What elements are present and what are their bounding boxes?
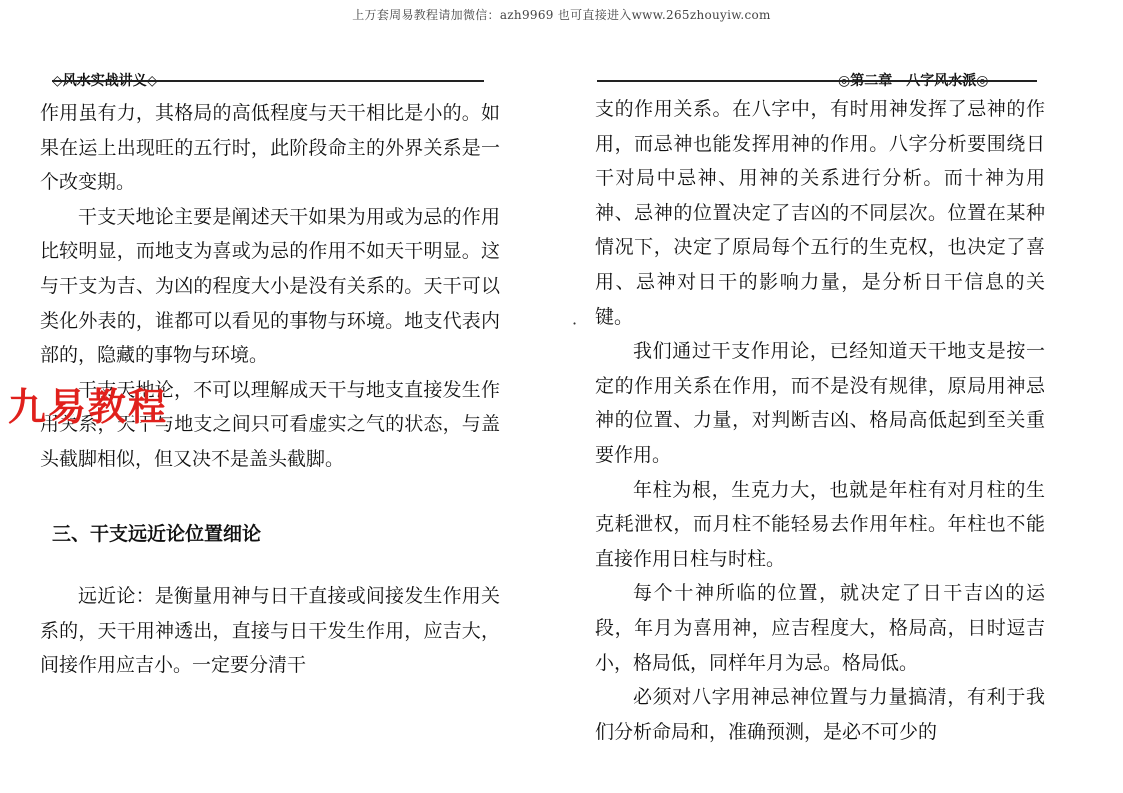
paragraph: 作用虽有力，其格局的高低程度与天干相比是小的。如果在运上出现旺的五行时，此阶段命主的外界关系是一个改变期。 xyxy=(40,102,500,194)
paragraph: 必须对八字用神忌神位置与力量搞清，有利于我们分析命局和，准确预测，是必不可少的 xyxy=(595,686,1045,743)
header-rule-left xyxy=(52,80,484,82)
running-header-right: ◎第二章 八字风水派◎ xyxy=(838,73,989,89)
paragraph: 干支天地论，不可以理解成天干与地支直接发生作用关系，天干与地支之间只可看虚实之气的状态，与盖头截脚相似，但又决不是盖头截脚。 xyxy=(40,378,500,470)
right-page-column xyxy=(595,92,1045,749)
paragraph: 远近论：是衡量用神与日干直接或间接发生作用关系的，天干用神透出，直接与日干发生作用，应吉大，间接作用应吉小。一定要分清干 xyxy=(40,585,500,677)
section-heading: 三、干支远近论位置细论 xyxy=(52,522,262,545)
paragraph: 每个十神所临的位置，就决定了日干吉凶的运段，年月为喜用神，应吉程度大，格局高，日时逗吉小，格局低，同样年月为忌。格局低。 xyxy=(595,582,1045,674)
paragraph: 我们通过干支作用论，已经知道天干地支是按一定的作用关系在作用，而不是没有规律，原局用神忌神的位置、力量，对判断吉凶、格局高低起到至关重要作用。 xyxy=(595,340,1045,466)
paragraph: 年柱为根，生克力大，也就是年柱有对月柱的生克耗泄权，而月柱不能轻易去作用年柱。年柱也不能直接作用日柱与时柱。 xyxy=(595,478,1045,570)
paragraph: 干支天地论主要是阐述天干如果为用或为忌的作用比较明显，而地支为喜或为忌的作用不如天干明显。这与干支为吉、为凶的程度大小是没有关系的。天干可以类化外表的，谁都可以看见的事物与环境。地支代表内部的，隐藏的事物与环境。 xyxy=(40,205,500,367)
header-rule-right xyxy=(597,80,1037,82)
watermark-header: 上万套周易教程请加微信：azh9969 也可直接进入www.265zhouyiw.com xyxy=(352,8,771,22)
margin-mark: · xyxy=(572,314,578,333)
paragraph: 支的作用关系。在八字中，有时用神发挥了忌神的作用，而忌神也能发挥用神的作用。八字分析要围绕日干对局中忌神、用神的关系进行分析。而十神为用神、忌神的位置决定了吉凶的不同层次。位置在某种情况下，决定了原局每个五行的生克权，也决定了喜用、忌神对日干的影响力量，是分析日干信息的关键。 xyxy=(595,98,1045,328)
running-header-left: ◇风水实战讲义◇ xyxy=(52,73,158,89)
watermark-logo: 九易教程 xyxy=(8,385,169,429)
